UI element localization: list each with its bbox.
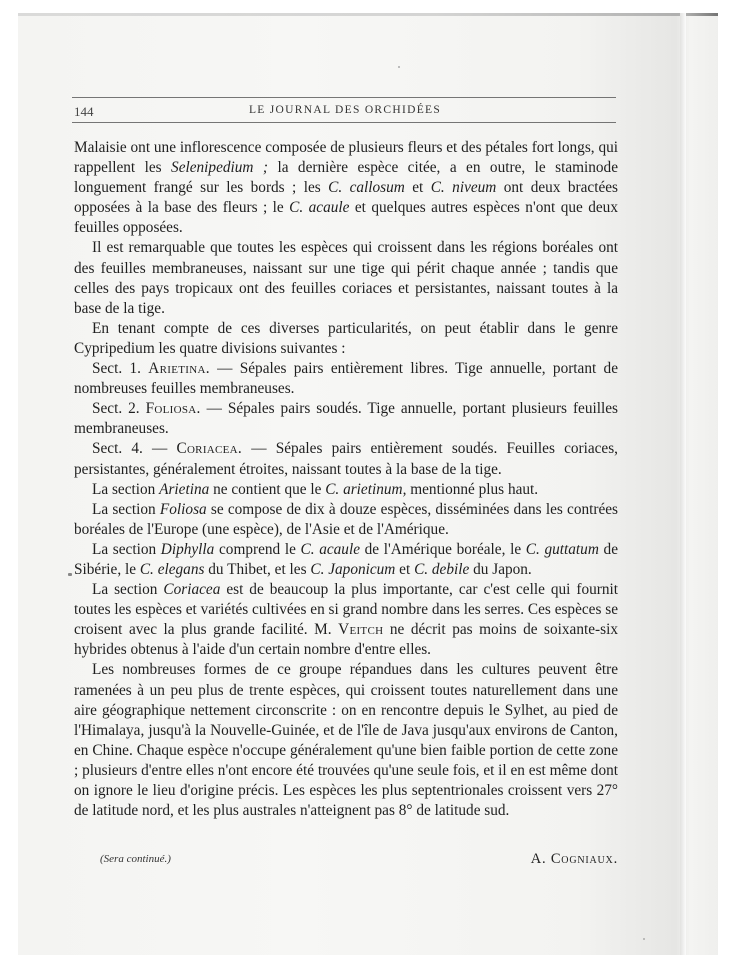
paragraph (74, 500, 618, 540)
text-run: — Sépales pairs entièrement libres. Tige annuelle, portant de nombreuses feuilles membraneuses. (74, 360, 618, 398)
italic-term: C. arietinum, (325, 480, 407, 498)
text-run: — Sépales pairs soudés. Tige annuelle, portant plusieurs feuilles membraneuses. (74, 400, 618, 438)
italic-term: Coriacea (163, 581, 221, 599)
text-run: comprend le (214, 540, 301, 558)
running-title: LE JOURNAL DES ORCHIDÉES (248, 104, 442, 116)
paragraph (74, 540, 618, 580)
article-body (74, 138, 618, 821)
italic-term: C. guttatum (525, 540, 599, 558)
text-run: Sect. 1. (92, 360, 149, 378)
paragraph (74, 580, 618, 660)
text-run: du Japon. (469, 560, 532, 578)
italic-term: C. acaule (300, 540, 360, 558)
italic-term: C. niveum (430, 179, 497, 197)
text-run: La section (92, 500, 160, 518)
paragraph (74, 480, 618, 500)
paragraph (74, 238, 618, 318)
text-run: La section (92, 480, 160, 498)
paragraph (74, 138, 618, 238)
text-run: et quelques autres espèces n'ont que deux feuilles opposées. (74, 199, 618, 237)
text-run: Les nombreuses formes de ce groupe répandues dans les cultures peuvent être ramenées à un peu plus de trente espèces, qui croissent toutes naturellement dans une aire géographique nettement circonscrite : on en rencontre depuis le Sylhet, au pied de l'Himalaya, jusqu'à la Nouvelle-Guinée, et de l'île de Java jusqu'aux environs de Canton, en Chine. Chaque espèce n'occupe généralement qu'une bien faible portion de cette zone ; plusieurs d'entre elles n'ont encore été trouvées qu'une seule fois, et il en est même dont on ignore le lieu d'origine précis. Les espèces les plus septentrionales croissent vers 27° de latitude nord, et les plus australes n'atteignent pas 8° de latitude sud. (74, 661, 618, 820)
header-bottom-rule (72, 122, 616, 123)
text-run: mentionné plus haut. (406, 480, 539, 498)
text-run: se compose de dix à douze espèces, disséminées dans les contrées boréales de l'Europe (une espèce), de l'Asie et de l'Amérique. (74, 500, 618, 538)
text-run: ne décrit pas moins de soixante-six hybrides obtenus à l'aide d'un certain nombre d'entre elles. (74, 621, 618, 659)
header-top-rule (72, 97, 616, 98)
text-run: Il est remarquable que toutes les espèces qui croissent dans les régions boréales ont des feuilles membraneuses, naissant sur une tige qui périt chaque année ; tandis que celles des pays tropicaux ont des feuilles coriaces et persistantes, naissant toutes à la base de la tige. (74, 239, 618, 317)
text-run: du Thibet, et les (204, 560, 311, 578)
italic-term: C. Japonicum (310, 560, 396, 578)
text-run: La section (92, 540, 161, 558)
smallcaps-term: Arietina. (148, 360, 210, 378)
italic-term: C. acaule (289, 199, 350, 217)
smallcaps-term: Veitch (338, 621, 384, 639)
paragraph (74, 319, 618, 359)
text-run: de Sibérie, le (74, 540, 618, 578)
page-fold-shadow (680, 13, 686, 955)
paragraph (74, 399, 618, 439)
italic-term: Arietina (159, 480, 210, 498)
paper-speck (398, 66, 400, 68)
italic-term: Selenipedium ; (171, 159, 268, 177)
text-run: la dernière espèce citée, a en outre, le staminode longuement frangé sur les bords ; les (74, 159, 618, 197)
italic-term: Foliosa (159, 500, 207, 518)
text-run: Malaisie ont une inflorescence composée de plusieurs fleurs et des pétales fort longs, qui rappellent les (74, 139, 618, 177)
text-run: En tenant compte de ces diverses particularités, on peut établir dans le genre Cypripedium les quatre divisions suivantes : (74, 319, 618, 357)
smallcaps-term: Foliosa. (145, 400, 201, 418)
paragraph (74, 439, 618, 479)
text-run: et (404, 179, 431, 197)
page-number: 144 (74, 104, 94, 119)
text-run: Sect. 2. (92, 400, 146, 418)
text-run: de l'Amérique boréale, le (360, 540, 526, 558)
running-header (74, 104, 616, 120)
paragraph (74, 359, 618, 399)
italic-term: Diphylla (160, 540, 215, 558)
continued-note: (Sera continué.) (100, 853, 171, 865)
smallcaps-term: Coriacea. (176, 440, 243, 458)
article-signature-line (74, 851, 618, 871)
text-run: Sect. 4. — (92, 440, 177, 458)
scanned-page (18, 13, 718, 955)
paper-speck (643, 938, 645, 940)
text-run: — Sépales pairs entièrement soudés. Feuilles coriaces, persistantes, généralement étroites, naissant toutes à la base de la tige. (74, 440, 619, 478)
text-run: La section (92, 581, 164, 599)
text-run: est de beaucoup la plus importante, car c'est celle qui fournit toutes les espèces et variétés cultivées en si grand nombre dans les serres. Ces espèces se croisent avec la plus grande facilité. M. (74, 581, 618, 639)
text-run: ont deux bractées opposées à la base des fleurs ; le (74, 179, 618, 217)
italic-term: C. elegans (139, 560, 205, 578)
author-signature: A. Cogniaux. (530, 851, 618, 867)
italic-term: C. callosum (328, 179, 405, 197)
margin-ink-mark (68, 573, 72, 576)
italic-term: C. debile (414, 560, 470, 578)
text-run: et (395, 560, 415, 578)
paragraph (74, 660, 618, 821)
text-run: ne contient que le (209, 480, 326, 498)
